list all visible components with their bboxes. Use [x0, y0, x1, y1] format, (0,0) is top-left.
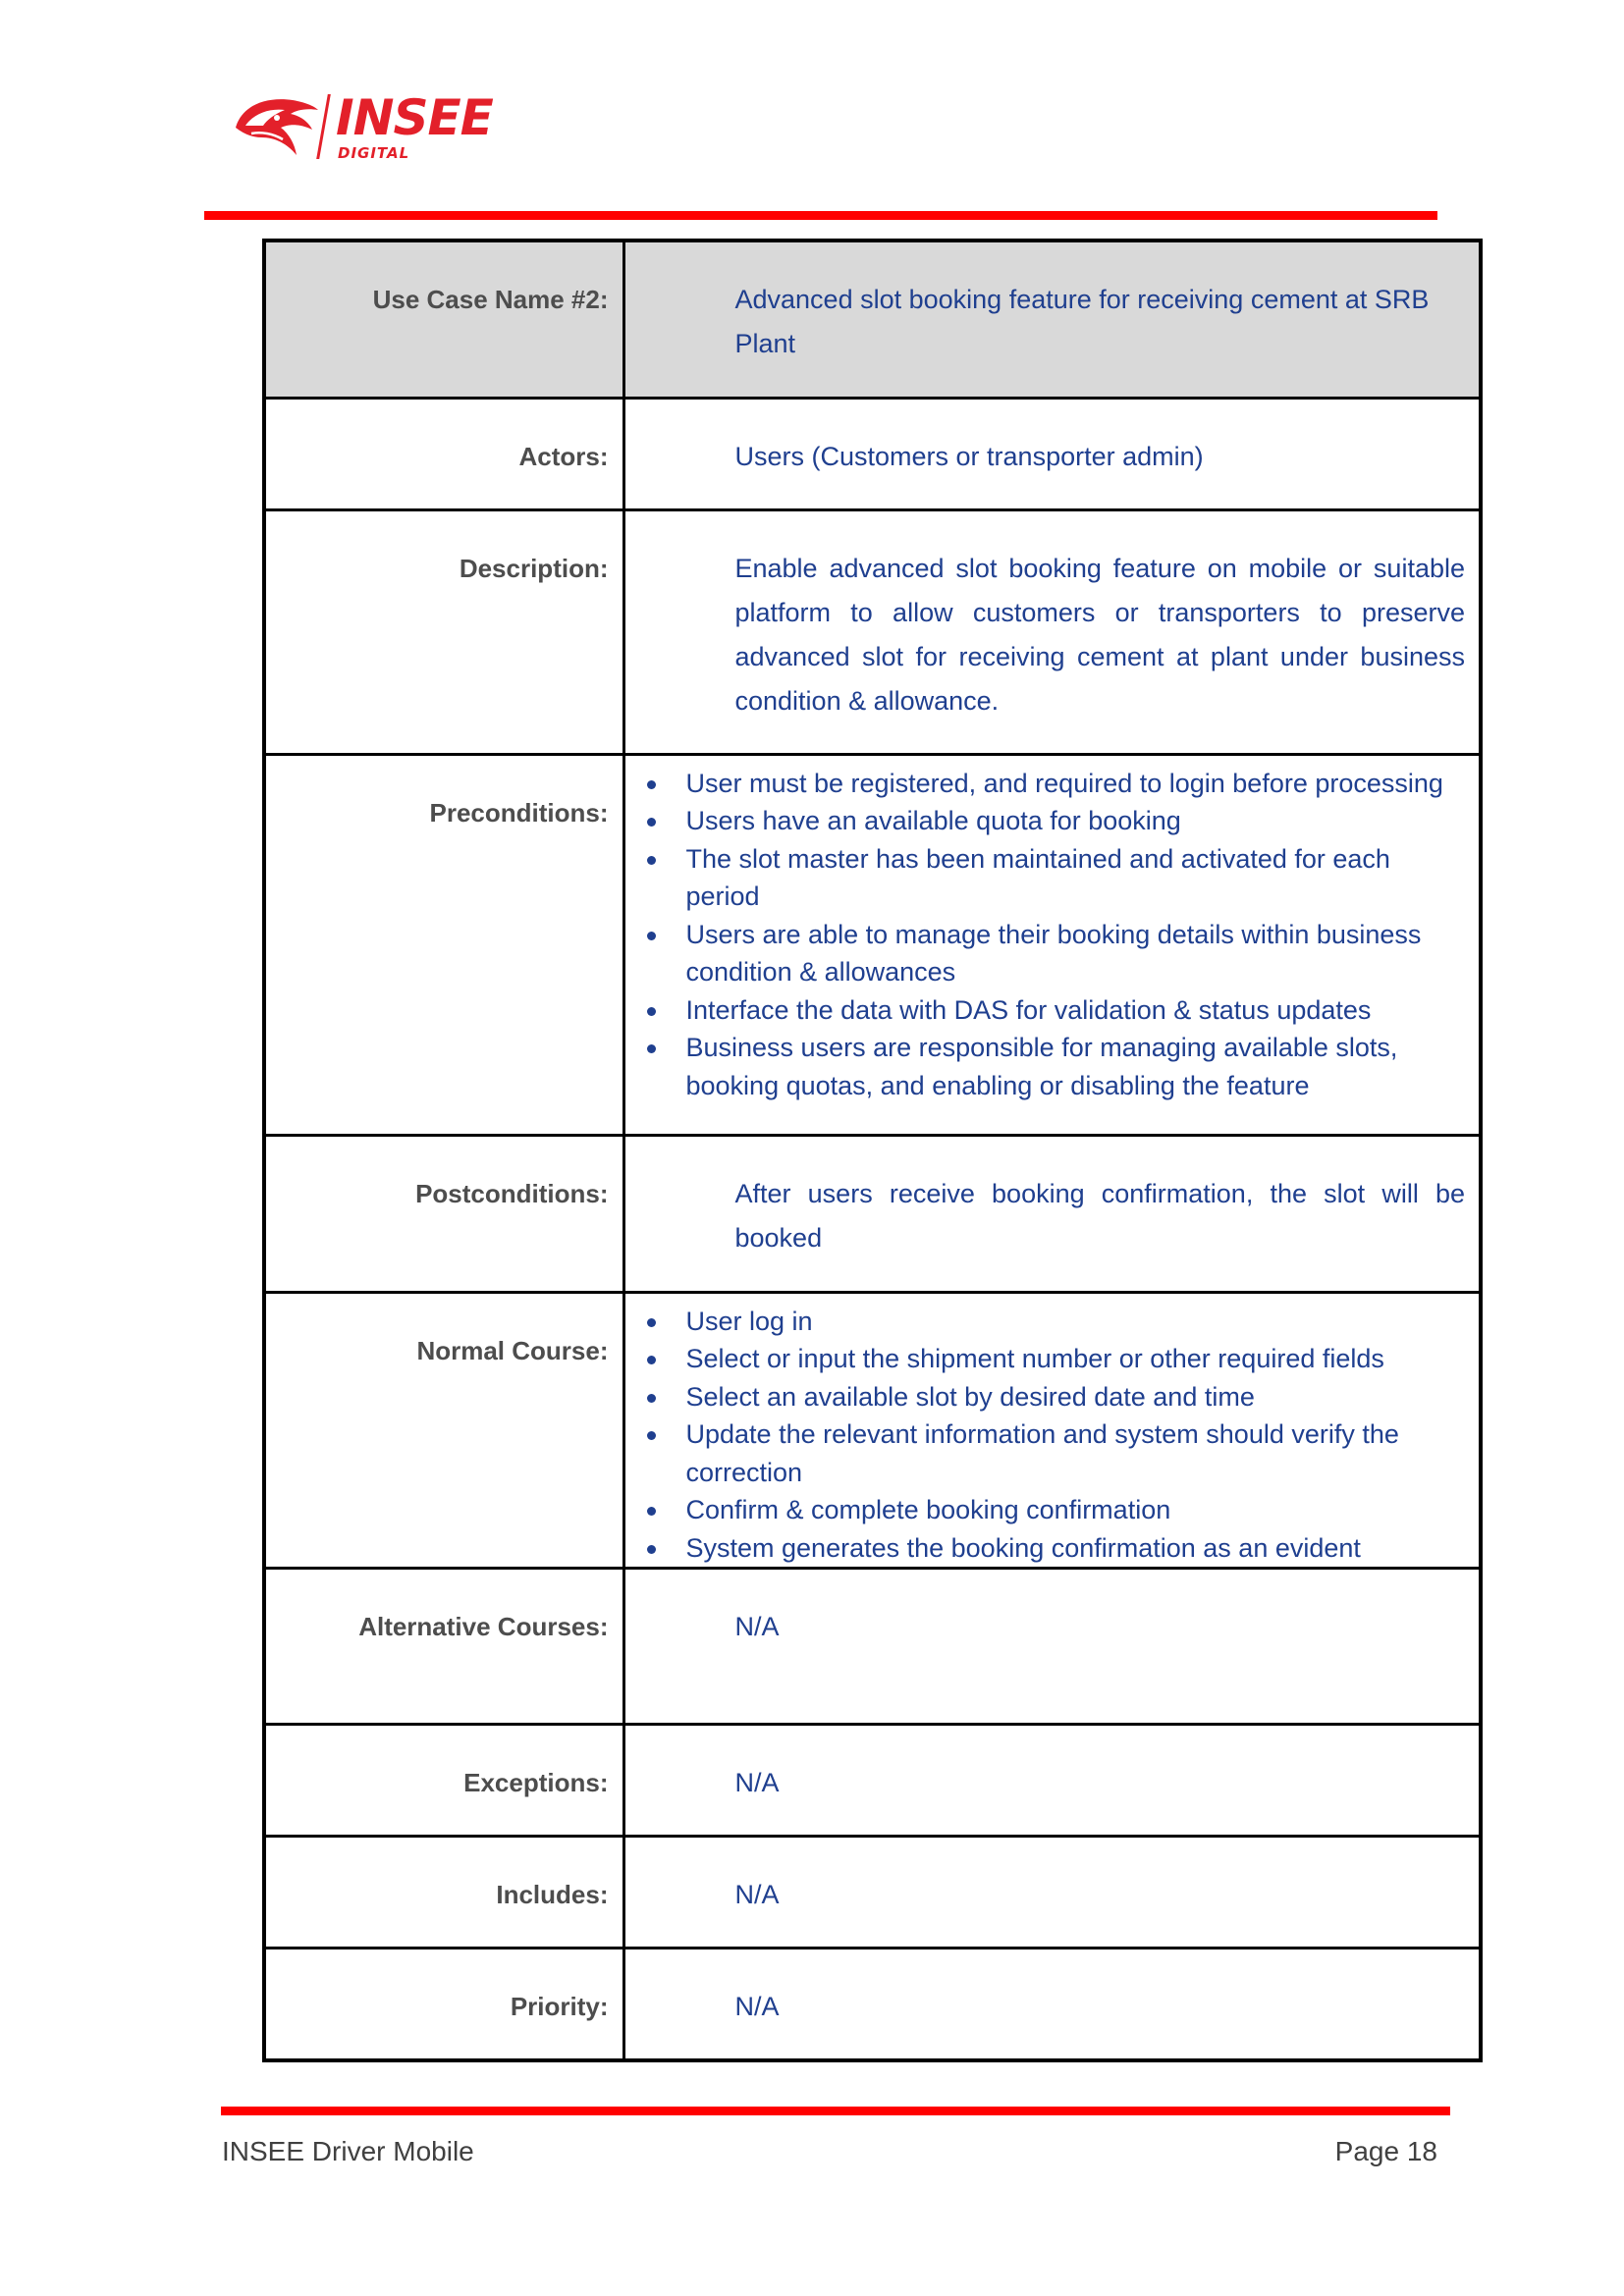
- use-case-table: [262, 239, 1483, 2062]
- preconditions-label: Preconditions:: [264, 754, 623, 1135]
- use-case-name-value: Advanced slot booking feature for receiving cement at SRB Plant: [623, 240, 1481, 398]
- normal-course-cell: [623, 1292, 1481, 1569]
- header-rule: [204, 211, 1437, 220]
- row-preconditions: [264, 754, 1481, 1135]
- exceptions-label: Exceptions:: [264, 1725, 623, 1837]
- preconditions-cell: [623, 754, 1481, 1135]
- postconditions-label: Postconditions:: [264, 1135, 623, 1292]
- priority-label: Priority:: [264, 1949, 623, 2060]
- list-item: Select or input the shipment number or other required fields: [643, 1340, 1466, 1378]
- insee-digital-logo: [232, 89, 516, 163]
- logo-wordmark: INSEE: [336, 89, 493, 146]
- list-item: Users have an available quota for booking: [643, 802, 1466, 840]
- description-value: Enable advanced slot booking feature on mobile or suitable platform to allow customers or transporters to preserve advanced slot for receiving cement at plant under business condition & allowance.: [623, 509, 1481, 754]
- list-item: Interface the data with DAS for validation & status updates: [643, 991, 1466, 1030]
- row-actors: [264, 398, 1481, 509]
- logo-subtext: DIGITAL: [338, 144, 410, 162]
- row-priority: [264, 1949, 1481, 2060]
- row-normal-course: [264, 1292, 1481, 1569]
- row-alternative-courses: [264, 1569, 1481, 1725]
- row-includes: [264, 1837, 1481, 1949]
- list-item: User log in: [643, 1303, 1466, 1341]
- use-case-name-label: Use Case Name #2:: [264, 240, 623, 398]
- list-item: Update the relevant information and system should verify the correction: [643, 1415, 1466, 1491]
- includes-value: N/A: [623, 1837, 1481, 1949]
- row-exceptions: [264, 1725, 1481, 1837]
- list-item: Select an available slot by desired date and time: [643, 1378, 1466, 1416]
- alternative-courses-label: Alternative Courses:: [264, 1569, 623, 1725]
- footer-rule: [221, 2107, 1450, 2115]
- preconditions-list: [643, 765, 1466, 1105]
- includes-label: Includes:: [264, 1837, 623, 1949]
- actors-label: Actors:: [264, 398, 623, 509]
- description-label: Description:: [264, 509, 623, 754]
- eagle-head-icon: [232, 94, 320, 161]
- exceptions-value: N/A: [623, 1725, 1481, 1837]
- footer-document-title: INSEE Driver Mobile: [222, 2136, 474, 2166]
- postconditions-value: After users receive booking confirmation, the slot will be booked: [623, 1135, 1481, 1292]
- priority-value: N/A: [623, 1949, 1481, 2060]
- actors-value: Users (Customers or transporter admin): [623, 398, 1481, 509]
- list-item: System generates the booking confirmation as an evident: [643, 1529, 1466, 1568]
- list-item: Business users are responsible for managing available slots, booking quotas, and enabling or disabling the feature: [643, 1029, 1466, 1104]
- footer-page-number: Page 18: [1334, 2136, 1437, 2166]
- normal-course-label: Normal Course:: [264, 1292, 623, 1569]
- list-item: Confirm & complete booking confirmation: [643, 1491, 1466, 1529]
- list-item: Users are able to manage their booking details within business condition & allowances: [643, 916, 1466, 991]
- list-item: User must be registered, and required to login before processing: [643, 765, 1466, 803]
- normal-course-list: [643, 1303, 1466, 1568]
- row-use-case-name: [264, 240, 1481, 398]
- row-description: [264, 509, 1481, 754]
- list-item: The slot master has been maintained and activated for each period: [643, 840, 1466, 916]
- row-postconditions: [264, 1135, 1481, 1292]
- alternative-courses-value: N/A: [623, 1569, 1481, 1725]
